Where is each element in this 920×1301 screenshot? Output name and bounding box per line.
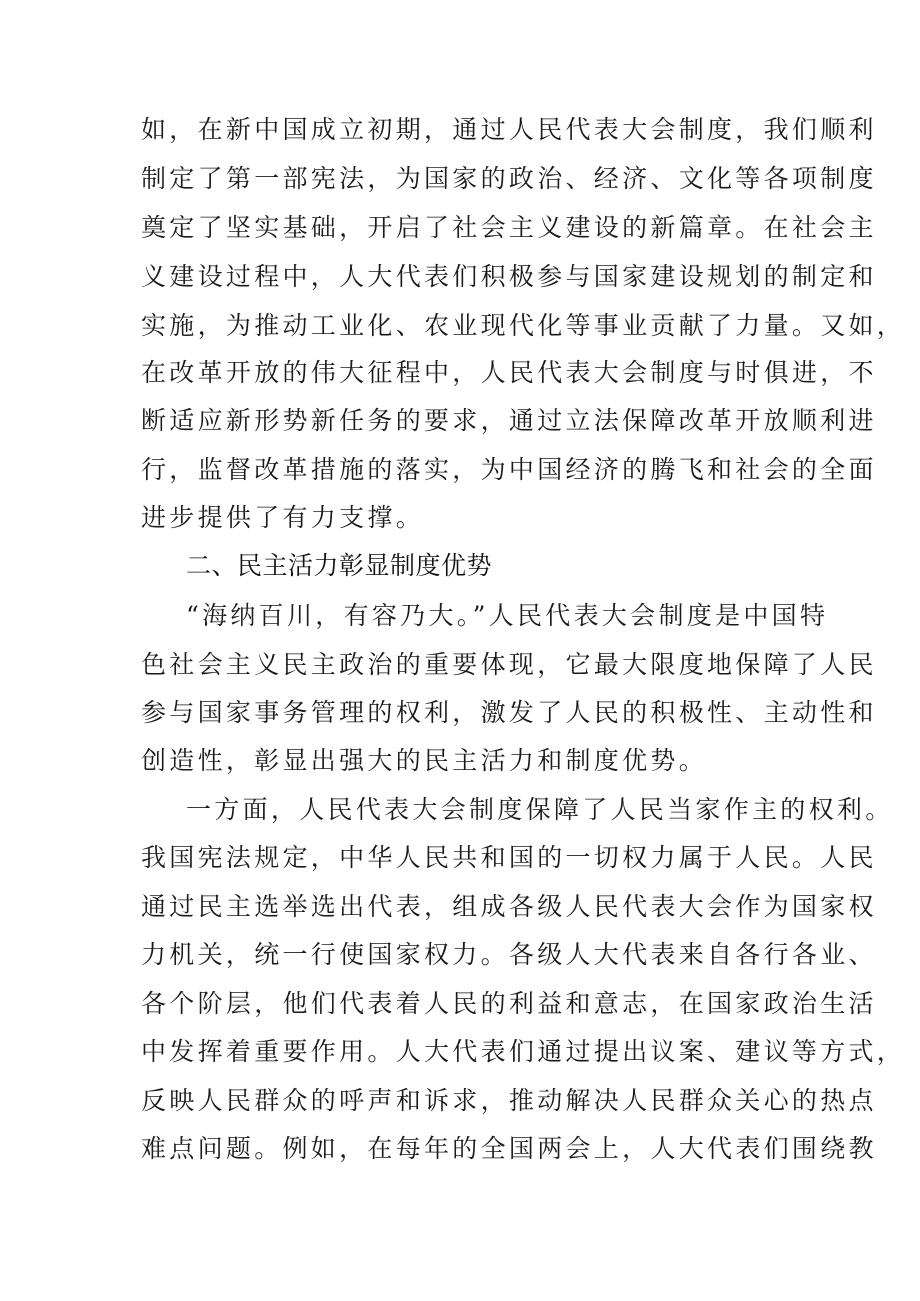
text-line: 色社会主义民主政治的重要体现，它最大限度地保障了人民 (141, 650, 877, 679)
text-line: 奠定了坚实基础，开启了社会主义建设的新篇章。在社会主 (141, 213, 877, 242)
text-line: 力机关，统一行使国家权力。各级人大代表来自各行各业、 (141, 940, 877, 969)
section-heading: 二、民主活力彰显制度优势 (186, 551, 493, 580)
text-line: 行，监督改革措施的落实，为中国经济的腾飞和社会的全面 (141, 455, 877, 484)
text-line: 各个阶层，他们代表着人民的利益和意志，在国家政治生活 (141, 989, 877, 1018)
text-line: 一方面，人民代表大会制度保障了人民当家作主的权利。 (186, 795, 894, 824)
text-line: 义建设过程中，人大代表们积极参与国家建设规划的制定和 (141, 262, 877, 291)
text-line: 难点问题。例如，在每年的全国两会上，人大代表们围绕教 (141, 1134, 877, 1163)
text-line: 实施，为推动工业化、农业现代化等事业贡献了力量。又如， (141, 311, 906, 340)
text-line: 如，在新中国成立初期，通过人民代表大会制度，我们顺利 (141, 115, 877, 144)
text-line: 参与国家事务管理的权利，激发了人民的积极性、主动性和 (141, 698, 877, 727)
text-line: 断适应新形势新任务的要求，通过立法保障改革开放顺利进 (141, 406, 877, 435)
text-line: 制定了第一部宪法，为国家的政治、经济、文化等各项制度 (141, 164, 877, 193)
text-line: 创造性，彰显出强大的民主活力和制度优势。 (141, 746, 708, 775)
text-line: “海纳百川，有容乃大。”人民代表大会制度是中国特 (186, 601, 829, 630)
text-line: 我国宪法规定，中华人民共和国的一切权力属于人民。人民 (141, 843, 877, 872)
text-line: 在改革开放的伟大征程中，人民代表大会制度与时俱进，不 (141, 358, 877, 387)
text-line: 进步提供了有力支撑。 (141, 503, 425, 532)
text-line: 中发挥着重要作用。人大代表们通过提出议案、建议等方式， (141, 1037, 906, 1066)
text-line: 通过民主选举选出代表，组成各级人民代表大会作为国家权 (141, 892, 877, 921)
text-line: 反映人民群众的呼声和诉求，推动解决人民群众关心的热点 (141, 1086, 877, 1115)
